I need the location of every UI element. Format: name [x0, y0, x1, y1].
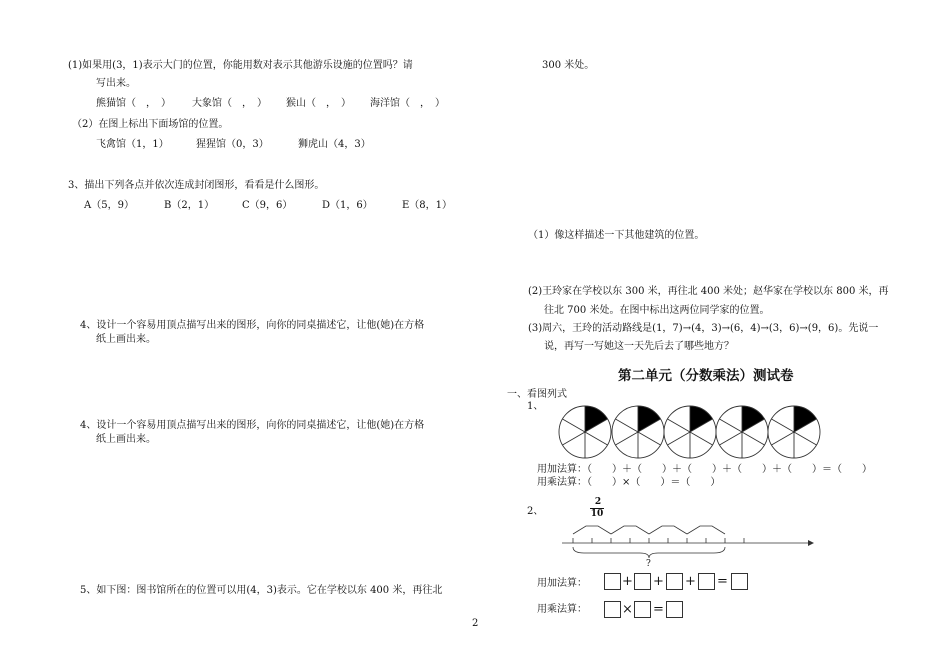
- shaded-sector: [638, 406, 661, 432]
- venue-panda: 熊猫馆（ ， ）: [96, 98, 171, 109]
- venue-elephant: 大象馆（ ， ）: [192, 98, 267, 109]
- point-c: C（9，6）: [242, 200, 293, 211]
- q4b-line2: 纸上画出来。: [96, 434, 156, 445]
- pie-circle: [664, 406, 716, 458]
- times-sign: ×: [622, 602, 633, 617]
- q4a-line1: 4、设计一个容易用顶点描写出来的图形，向你的同桌描述它，让他(她)在方格: [80, 320, 425, 331]
- divider-line: [690, 432, 713, 445]
- q4a-line2: 纸上画出来。: [96, 334, 156, 345]
- add-expression-1: 用加法算：（ ）＋（ ）＋（ ）＋（ ）＋（ ）＝（ ）: [537, 464, 872, 475]
- shaded-sector: [742, 406, 765, 432]
- answer-box[interactable]: [731, 573, 748, 590]
- top-brace-arcs: [573, 526, 725, 534]
- tick-marks: [573, 538, 744, 543]
- pie-circle: [768, 406, 820, 458]
- shaded-sector: [585, 406, 608, 432]
- place-tiger: 狮虎山（4，3）: [298, 139, 371, 150]
- answer-box[interactable]: [666, 573, 683, 590]
- place-gorilla: 猩猩馆（0，3）: [196, 139, 269, 150]
- answer-box[interactable]: [634, 601, 651, 618]
- mul-label-2: 用乘法算：: [537, 604, 587, 615]
- point-a: A（5，9）: [84, 200, 134, 211]
- bottom-brace: [573, 547, 725, 558]
- divider-line: [615, 419, 638, 432]
- venue-ocean: 海洋馆（ ， ）: [370, 98, 445, 109]
- equals-sign: =: [653, 602, 664, 617]
- q5-continued: 300 米处。: [542, 60, 595, 71]
- divider-line: [771, 432, 794, 445]
- sub-question-1: （1）像这样描述一下其他建筑的位置。: [528, 230, 705, 241]
- q3: 3、描出下列各点并依次连成封闭图形，看看是什么图形。: [68, 180, 325, 191]
- page-number: 2: [472, 618, 479, 629]
- answer-box[interactable]: [604, 601, 621, 618]
- q4b-line1: 4、设计一个容易用顶点描写出来的图形，向你的同桌描述它，让他(她)在方格: [80, 420, 425, 431]
- place-bird: 飞禽馆（1，1）: [96, 139, 169, 150]
- sub-question-3-line1: (3)周六，王玲的活动路线是(1，7)→(4，3)→(6，4)→(3，6)→(9，6)。先说一: [528, 323, 879, 334]
- item-1-label: 1、: [527, 401, 544, 412]
- section-1-heading: 一、看图列式: [507, 389, 567, 400]
- axis-arrow-head: [808, 540, 814, 546]
- divider-line: [615, 432, 638, 445]
- q1-1-line1: (1)如果用(3，1)表示大门的位置，你能用数对表示其他游乐设施的位置吗？请: [68, 60, 413, 71]
- divider-line: [638, 432, 661, 445]
- point-b: B（2，1）: [164, 200, 215, 211]
- shaded-sector: [794, 406, 817, 432]
- divider-line: [562, 432, 585, 445]
- divider-line: [667, 432, 690, 445]
- answer-box[interactable]: [698, 573, 715, 590]
- divider-line: [771, 419, 794, 432]
- divider-line: [562, 419, 585, 432]
- plus-sign: +: [653, 574, 664, 589]
- divider-line: [794, 432, 817, 445]
- divider-line: [585, 432, 608, 445]
- number-line-diagram: [560, 516, 815, 566]
- unit-title: 第二单元（分数乘法）测试卷: [618, 368, 794, 384]
- add-label-2: 用加法算：: [537, 578, 587, 589]
- equals-sign: =: [717, 574, 728, 589]
- divider-line: [667, 419, 690, 432]
- pie-circle: [559, 406, 611, 458]
- q1-1-line2: 写出来。: [96, 78, 136, 89]
- q1-2: （2）在图上标出下面场馆的位置。: [72, 119, 229, 130]
- pie-circle: [716, 406, 768, 458]
- mul-expression-1: 用乘法算：（ ）×（ ）＝（ ）: [537, 477, 721, 488]
- fraction-denominator: 10: [590, 509, 604, 519]
- shaded-sector: [690, 406, 713, 432]
- answer-box[interactable]: [634, 573, 651, 590]
- plus-sign: +: [685, 574, 696, 589]
- sub-question-2-line2: 往北 700 米处。在图中标出这两位同学家的位置。: [544, 305, 770, 316]
- answer-box[interactable]: [666, 601, 683, 618]
- sub-question-2-line1: (2)王玲家在学校以东 300 米，再往北 400 米处；赵华家在学校以东 800 米，再: [528, 286, 889, 297]
- venue-monkey: 猴山（ ， ）: [286, 98, 351, 109]
- plus-sign: +: [622, 574, 633, 589]
- fraction-numerator: 2: [594, 497, 602, 507]
- divider-line: [719, 432, 742, 445]
- sub-question-3-line2: 说，再写一写她这一天先后去了哪些地方？: [544, 341, 734, 352]
- item-2-label: 2、: [527, 506, 544, 517]
- pie-circle: [612, 406, 664, 458]
- divider-line: [719, 419, 742, 432]
- answer-box[interactable]: [604, 573, 621, 590]
- divider-line: [742, 432, 765, 445]
- q5-line1: 5、如下图：图书馆所在的位置可以用(4，3)表示。它在学校以东 400 米，再往北: [80, 585, 443, 596]
- point-e: E（8，1）: [402, 200, 453, 211]
- point-d: D（1，6）: [322, 200, 373, 211]
- question-mark-label: ?: [646, 559, 651, 569]
